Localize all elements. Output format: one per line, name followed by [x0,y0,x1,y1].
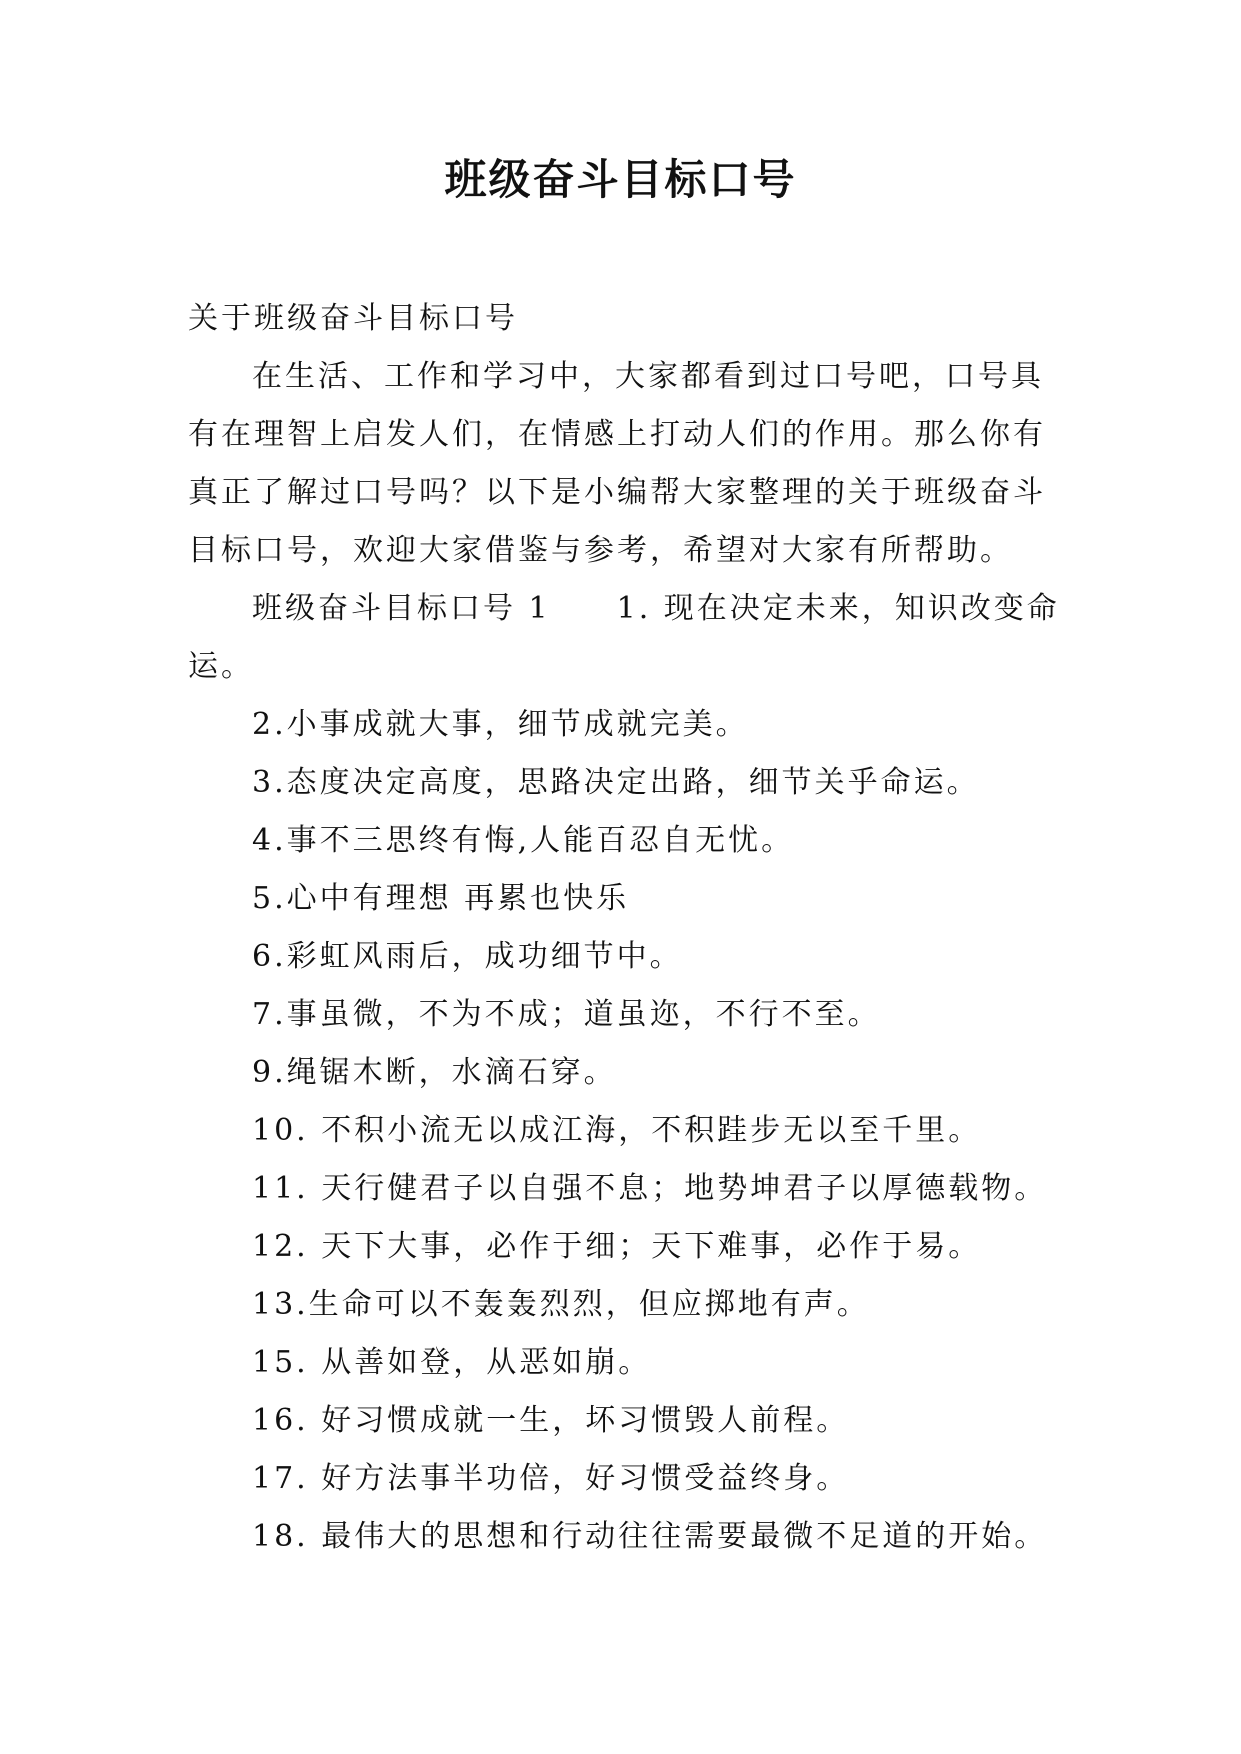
document-title: 班级奋斗目标口号 [444,155,797,204]
slogan-item: 4.事不三思终有悔,人能百忍自无忧。 [252,823,795,858]
slogan-item: 11. 天行健君子以自强不息；地势坤君子以厚德载物。 [252,1171,1048,1206]
intro-paragraph: 在生活、工作和学习中，大家都看到过口号吧，口号具有在理智上启发人们，在情感上打动人们的作用。那么你有真正了解过口号吗？以下是小编帮大家整理的关于班级奋斗目标口号，欢迎大家借鉴与参考，希望对大家有所帮助。 [188,359,1046,568]
slogan-item: 17. 好方法事半功倍，好习惯受益终身。 [252,1461,850,1496]
slogan-item: 9.绳锯木断，水滴石穿。 [252,1055,617,1090]
slogan-item: 13.生命可以不轰轰烈烈，但应掷地有声。 [252,1287,870,1322]
slogan-item: 12. 天下大事，必作于细；天下难事，必作于易。 [252,1229,982,1264]
section-heading-paragraph: 班级奋斗目标口号 1 1. 现在决定未来，知识改变命运。 [188,591,1060,684]
slogan-item: 6.彩虹风雨后，成功细节中。 [252,939,683,974]
slogan-item: 5.心中有理想 再累也快乐 [252,881,630,916]
document-body [188,290,1068,1566]
slogan-item: 15. 从善如登，从恶如崩。 [252,1345,652,1380]
slogan-item: 10. 不积小流无以成江海，不积跬步无以至千里。 [252,1113,982,1148]
slogan-item: 18. 最伟大的思想和行动往往需要最微不足道的开始。 [252,1519,1048,1554]
slogan-item: 2.小事成就大事，细节成就完美。 [252,707,749,742]
intro-heading: 关于班级奋斗目标口号 [188,301,518,336]
slogan-item: 3.态度决定高度，思路决定出路，细节关乎命运。 [252,765,980,800]
slogan-item: 16. 好习惯成就一生，坏习惯毁人前程。 [252,1403,850,1438]
slogan-item: 7.事虽微，不为不成；道虽迩，不行不至。 [252,997,881,1032]
